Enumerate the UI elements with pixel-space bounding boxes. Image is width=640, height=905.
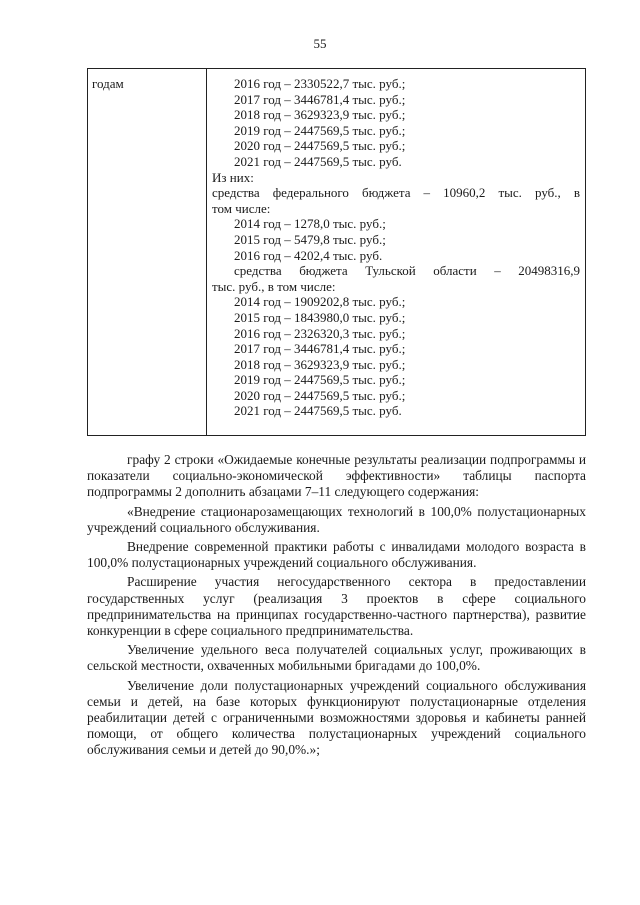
paragraph: Увеличение доли полустационарных учреждений социального обслуживания семьи и детей, на базе которых функционируют полустационарные отделения реабилитации детей с ограниченными возможностями здоровья и кабинеты ранней помощи, от общего количества полустационарных учреждений социального обслуживания семьи и детей до 90,0%.»; <box>87 677 586 758</box>
paragraph: Увеличение удельного веса получателей социальных услуг, проживающих в сельской местности, охваченных мобильными бригадами до 100,0%. <box>87 642 586 674</box>
funding-line: 2021 год – 2447569,5 тыс. руб. <box>234 153 402 169</box>
paragraph: «Внедрение стационарозамещающих технологий в 100,0% полустационарных учреждений социального обслуживания. <box>87 503 586 535</box>
funding-line: 2015 год – 1843980,0 тыс. руб.; <box>234 309 406 325</box>
column-divider <box>206 69 207 435</box>
funding-line: 2018 год – 3629323,9 тыс. руб.; <box>234 356 406 372</box>
funding-line: 2021 год – 2447569,5 тыс. руб. <box>234 403 402 419</box>
funding-line: 2020 год – 2447569,5 тыс. руб.; <box>234 138 406 154</box>
funding-line: 2017 год – 3446781,4 тыс. руб.; <box>234 91 406 107</box>
funding-line: 2016 год – 2326320,3 тыс. руб.; <box>234 325 406 341</box>
funding-line: 2016 год – 4202,4 тыс. руб. <box>234 247 383 263</box>
amendment-text <box>87 452 586 762</box>
paragraph: Расширение участия негосударственного сектора в предоставлении государственных услуг (реализация 3 проектов в сфере социального предпринимательства на принципах государственно-частного партнерства), развитие конкуренции в сфере социального предпринимательства. <box>87 574 586 639</box>
funding-line: 2018 год – 3629323,9 тыс. руб.; <box>234 107 406 123</box>
table-row-label: годам <box>92 76 124 91</box>
funding-line: тыс. руб., в том числе: <box>212 278 336 294</box>
funding-line: 2020 год – 2447569,5 тыс. руб.; <box>234 387 406 403</box>
paragraph: графу 2 строки «Ожидаемые конечные результаты реализации подпрограммы и показатели социально-экономической эффективности» таблицы паспорта подпрограммы 2 дополнить абзацами 7–11 следующего содержания: <box>87 452 586 500</box>
page-number: 55 <box>313 36 327 51</box>
funding-line: 2016 год – 2330522,7 тыс. руб.; <box>234 76 406 91</box>
funding-line: средства бюджета Тульской области – 20498316,9 <box>234 263 580 279</box>
funding-line: 2017 год – 3446781,4 тыс. руб.; <box>234 341 406 357</box>
funding-line: 2019 год – 2447569,5 тыс. руб.; <box>234 122 406 138</box>
funding-line: том числе: <box>212 200 271 216</box>
funding-line: 2015 год – 5479,8 тыс. руб.; <box>234 231 386 247</box>
funding-breakdown <box>212 76 580 419</box>
passport-table-fragment <box>87 68 586 436</box>
funding-line: средства федерального бюджета – 10960,2 тыс. руб., в <box>212 185 580 201</box>
funding-line: 2014 год – 1278,0 тыс. руб.; <box>234 216 386 232</box>
funding-line: 2019 год – 2447569,5 тыс. руб.; <box>234 372 406 388</box>
funding-line: 2014 год – 1909202,8 тыс. руб.; <box>234 294 406 310</box>
paragraph: Внедрение современной практики работы с инвалидами молодого возраста в 100,0% полустационарных учреждений социального обслуживания. <box>87 539 586 571</box>
funding-line: Из них: <box>212 169 254 185</box>
